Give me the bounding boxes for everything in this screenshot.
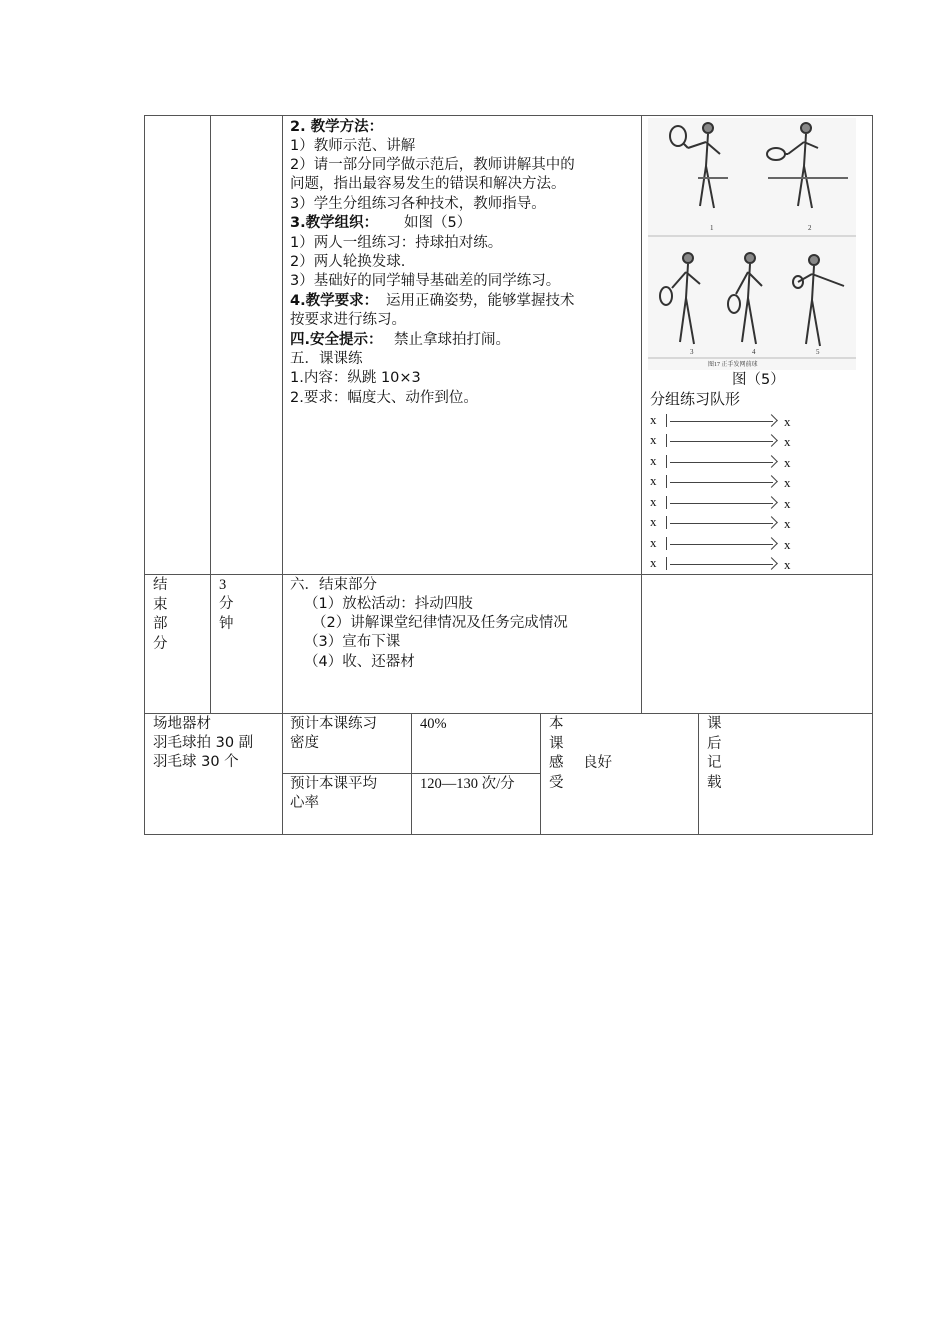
formation-row: x x xyxy=(650,535,791,552)
density-label: 预计本课练习 xyxy=(290,716,377,732)
organization-item-2: 2）两人轮换发球. xyxy=(290,254,406,270)
equipment-heading: 场地器材 xyxy=(153,716,211,732)
ending-item: （2）讲解课堂纪律情况及任务完成情况 xyxy=(312,615,568,631)
ending-time-number: 3 xyxy=(219,577,227,593)
ending-item: （4）收、还器材 xyxy=(304,654,415,670)
method-item-2b: 问题，指出最容易发生的错误和解决方法。 xyxy=(290,176,566,192)
photo-label: 2 xyxy=(808,224,812,232)
density-value: 40% xyxy=(420,716,447,732)
photo-label: 1 xyxy=(710,224,714,232)
organization-heading: 3.教学组织： xyxy=(290,215,379,231)
method-item-3: 3）学生分组练习各种技术，教师指导。 xyxy=(290,196,546,212)
organization-figure-ref: 如图（5） xyxy=(404,215,472,231)
safety-heading: 四.安全提示： xyxy=(290,332,383,348)
ending-title: 六．结束部分 xyxy=(290,577,377,593)
practice-content: 1.内容：纵跳 10×3 xyxy=(290,370,421,386)
formation-row: x x xyxy=(650,514,791,531)
figure-caption: 图（5） xyxy=(732,372,785,388)
formation-row: x x xyxy=(650,555,791,572)
formation-row: x x xyxy=(650,412,791,429)
organization-item-3: 3）基础好的同学辅导基础差的同学练习。 xyxy=(290,273,561,289)
ending-item: （3）宣布下课 xyxy=(304,634,401,650)
formation-row: x x xyxy=(650,473,791,490)
method-item-2a: 2）请一部分同学做示范后，教师讲解其中的 xyxy=(290,157,575,173)
feeling-value: 良好 xyxy=(583,755,612,771)
practice-requirement: 2.要求：幅度大、动作到位。 xyxy=(290,390,478,406)
top-row-col1 xyxy=(144,115,211,575)
practice-heading: 五．课课练 xyxy=(290,351,363,367)
safety-text: 禁止拿球拍打闹。 xyxy=(394,332,510,348)
ending-blank-cell xyxy=(641,574,873,714)
heartrate-value: 120—130 次/分 xyxy=(420,776,515,792)
formation-row: x x xyxy=(650,432,791,449)
top-row-col2 xyxy=(210,115,283,575)
photo-label: 3 xyxy=(690,348,694,356)
method-item-1: 1）教师示范、讲解 xyxy=(290,138,416,154)
requirement-text-cont: 按要求进行练习。 xyxy=(290,312,406,328)
organization-item-1: 1）两人一组练习：持球拍对练。 xyxy=(290,235,503,251)
formation-row: x x xyxy=(650,453,791,470)
photo-label: 5 xyxy=(816,348,820,356)
record-label: 课后记载 xyxy=(707,716,722,791)
requirement-heading: 4.教学要求： xyxy=(290,293,379,309)
heartrate-label: 预计本课平均 xyxy=(290,776,377,792)
ending-section-label: 结束部分 xyxy=(153,577,168,652)
equipment-item: 羽毛球拍 30 副 xyxy=(153,735,254,751)
formation-title: 分组练习队形 xyxy=(650,390,741,408)
equipment-item: 羽毛球 30 个 xyxy=(153,754,239,770)
formation-row: x x xyxy=(650,494,791,511)
density-label-cont: 密度 xyxy=(290,735,319,751)
badminton-serve-illustration xyxy=(648,118,856,370)
heartrate-label-cont: 心率 xyxy=(290,795,319,811)
photo-label: 4 xyxy=(752,348,756,356)
ending-item: （1）放松活动：抖动四肢 xyxy=(304,596,473,612)
teaching-method-heading: 2. 教学方法： xyxy=(290,119,384,135)
photo-caption: 图17 正手发网前球 xyxy=(708,362,758,368)
requirement-text: 运用正确姿势，能够掌握技术 xyxy=(386,293,575,309)
record-cell xyxy=(698,713,873,835)
ending-time-unit: 分钟 xyxy=(219,596,234,632)
feeling-label: 本课感受 xyxy=(549,716,564,791)
